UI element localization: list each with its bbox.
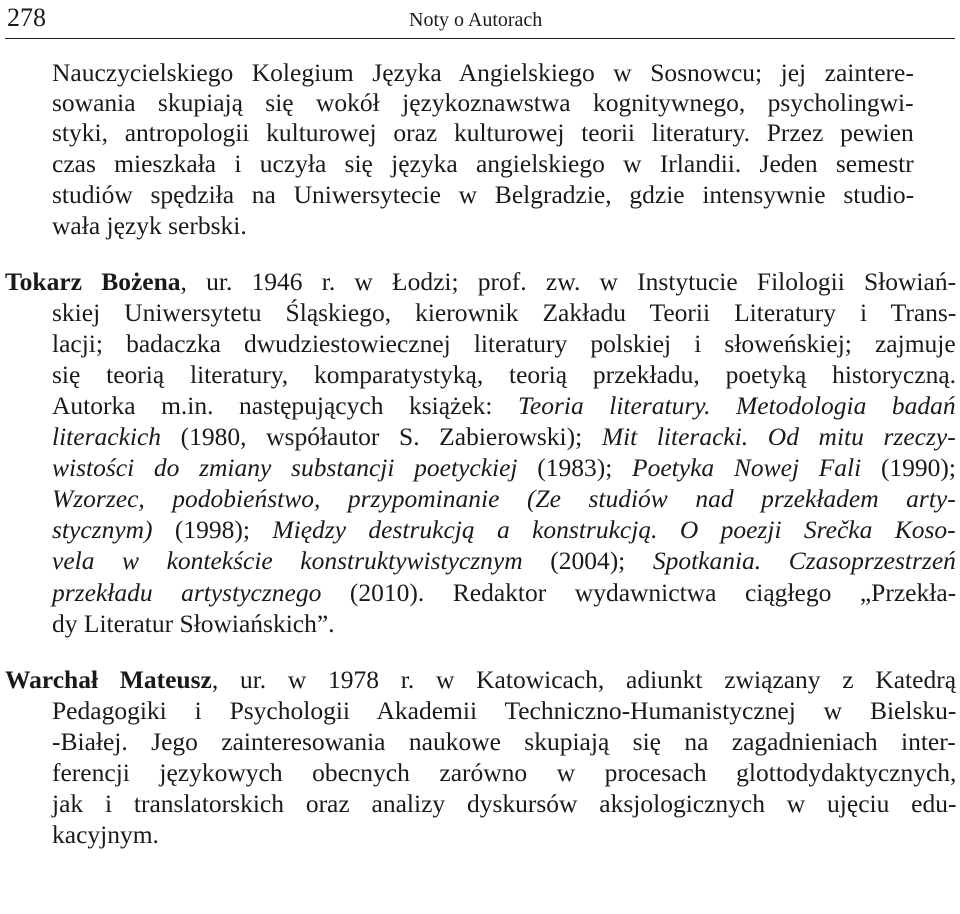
text-line xyxy=(52,149,914,179)
text-line xyxy=(52,211,247,241)
text-run: (1998); xyxy=(152,515,273,544)
page-header xyxy=(5,0,955,40)
text-run: studiów spędziła na Uniwersytecie w Belgradzie, gdzie intensywnie studio- xyxy=(52,180,915,209)
text-run: dy Literatur Słowiańskich”. xyxy=(52,609,335,638)
text-line xyxy=(52,758,956,788)
text-run: skiej Uniwersytetu Śląskiego, kierownik Zakładu Teorii Literatury i Trans- xyxy=(52,298,957,327)
text-line xyxy=(52,546,956,576)
text-line xyxy=(52,609,335,639)
text-run: ferencji językowych obecnych zarówno w procesach glottodydaktycznych, xyxy=(52,758,957,787)
text-run: (1990); xyxy=(861,453,957,482)
book-title-text: Spotkania. Czasoprzestrzeń xyxy=(652,546,956,575)
text-run: , ur. 1946 r. w Łodzi; prof. zw. w Instytucie Filologii Słowiań- xyxy=(180,267,957,296)
book-title-text: Teoria literatury. Metodologia badań xyxy=(518,391,956,420)
text-line xyxy=(52,391,956,421)
text-line xyxy=(52,727,956,757)
text-run: Pedagogiki i Psychologii Akademii Techniczno-Humanistycznej w Bielsku- xyxy=(52,696,957,725)
book-title-text: Poetyka Nowej Fali xyxy=(632,453,862,482)
text-run: (2010). Redaktor wydawnictwa ciągłego „Przekła- xyxy=(321,578,957,607)
author-name: Warchał Mateusz xyxy=(5,665,212,694)
book-title-text: Wzorzec, podobieństwo, przypominanie (Ze studiów nad przekładem arty- xyxy=(52,484,956,513)
text-line xyxy=(52,360,956,390)
text-line xyxy=(52,453,956,483)
book-title-text: Między destrukcją a konstrukcją. O poezji Srečka Koso- xyxy=(272,515,956,544)
text-line xyxy=(52,88,914,118)
book-title-text: wistości do zmiany substancji poetyckiej xyxy=(52,453,518,482)
text-line xyxy=(52,422,956,452)
text-line xyxy=(52,118,914,148)
text-line xyxy=(52,180,914,210)
text-run: styki, antropologii kulturowej oraz kulturowej teorii literatury. Przez pewien xyxy=(52,118,914,147)
book-title-text: przekładu artystycznego xyxy=(52,578,322,607)
page-number: 278 xyxy=(7,3,46,32)
text-run: (1980, współautor S. Zabierowski); xyxy=(161,422,602,451)
text-run: Autorka m.in. następujących książek: xyxy=(52,391,519,420)
running-title: Noty o Autorach xyxy=(409,9,543,31)
text-run: wała język serbski. xyxy=(52,211,247,240)
text-line xyxy=(52,789,956,819)
text-run: (1983); xyxy=(517,453,633,482)
text-run: się teorią literatury, komparatystyką, teorią przekładu, poetyką historyczną. xyxy=(52,360,957,389)
text-run: , ur. w 1978 r. w Katowicach, adiunkt związany z Katedrą xyxy=(211,665,957,694)
text-line xyxy=(52,58,914,88)
text-line xyxy=(52,329,956,359)
author-name: Tokarz Bożena xyxy=(5,267,181,296)
book-title-text: vela w kontekście konstruktywistycznym xyxy=(52,546,523,575)
book-title-text: literackich xyxy=(52,422,162,451)
text-run: kacyjnym. xyxy=(52,820,159,849)
header-rule xyxy=(5,38,955,39)
book-title-text: stycznym) xyxy=(52,515,153,544)
text-run: lacji; badaczka dwudziestowiecznej literatury polskiej i słoweńskiej; zajmuje xyxy=(52,329,956,358)
text-run: Nauczycielskiego Kolegium Języka Angielskiego w Sosnowcu; jej zaintere- xyxy=(52,58,914,87)
text-run: -Białej. Jego zainteresowania naukowe skupiają się na zagadnieniach inter- xyxy=(52,727,956,756)
text-line xyxy=(52,696,956,726)
text-run: (2004); xyxy=(522,546,653,575)
text-run: jak i translatorskich oraz analizy dyskursów aksjologicznych w ujęciu edu- xyxy=(52,789,957,818)
text-line xyxy=(5,267,956,297)
text-line xyxy=(52,515,956,545)
text-line xyxy=(52,820,159,850)
text-line xyxy=(52,484,956,514)
text-run: czas mieszkała i uczyła się języka angielskiego w Irlandii. Jeden semestr xyxy=(52,149,914,178)
text-line xyxy=(52,298,956,328)
text-run: sowania skupiają się wokół językoznawstwa kognitywnego, psycholingwi- xyxy=(52,88,914,117)
text-line xyxy=(5,665,956,695)
text-line xyxy=(52,578,956,608)
book-title-text: Mit literacki. Od mitu rzeczy- xyxy=(601,422,956,451)
